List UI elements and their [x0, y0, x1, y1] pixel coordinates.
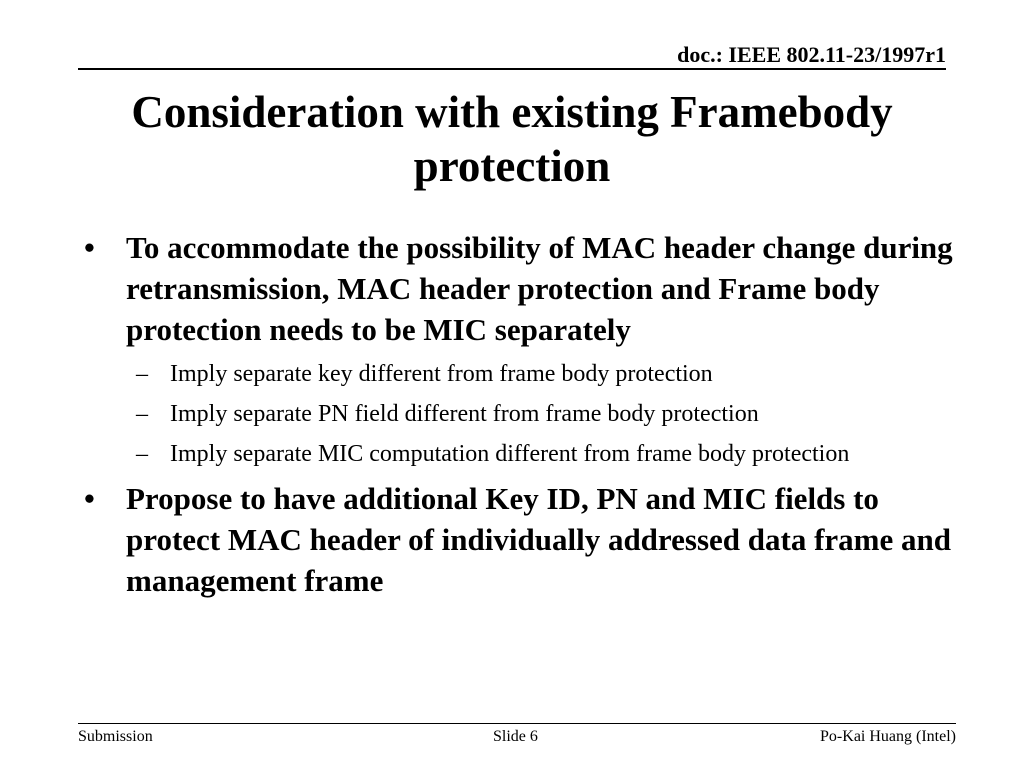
bullet-text: Propose to have additional Key ID, PN and MIC fields to protect MAC header of individually addressed data frame and management frame	[126, 481, 951, 598]
header-rule	[78, 68, 946, 70]
sub-bullet-item	[130, 398, 954, 431]
footer-submission: Submission	[78, 728, 153, 745]
bullet-text: To accommodate the possibility of MAC header change during retransmission, MAC header protection and Frame body protection needs to be MIC separately	[126, 230, 953, 347]
sub-bullet-text: Imply separate key different from frame body protection	[170, 361, 713, 387]
bullet-item	[84, 478, 954, 601]
document-id: doc.: IEEE 802.11-23/1997r1	[677, 42, 946, 67]
bullet-item	[84, 227, 954, 350]
bullet-marker: •	[84, 481, 95, 516]
sub-bullet-text: Imply separate PN field different from frame body protection	[170, 401, 759, 427]
sub-bullet-item	[130, 358, 954, 391]
footer-rule	[78, 723, 956, 724]
sub-bullet-item	[130, 438, 954, 471]
sub-bullet-text: Imply separate MIC computation different from frame body protection	[170, 441, 850, 467]
dash-marker: –	[136, 361, 148, 387]
dash-marker: –	[136, 401, 148, 427]
dash-marker: –	[136, 441, 148, 467]
bullet-marker: •	[84, 230, 95, 265]
sub-bullet-list	[130, 358, 954, 471]
bullet-list	[84, 227, 954, 601]
footer-slide-number: Slide 6	[493, 728, 538, 745]
slide-title: Consideration with existing Framebody protection	[131, 87, 893, 191]
footer-author: Po-Kai Huang (Intel)	[820, 728, 956, 745]
